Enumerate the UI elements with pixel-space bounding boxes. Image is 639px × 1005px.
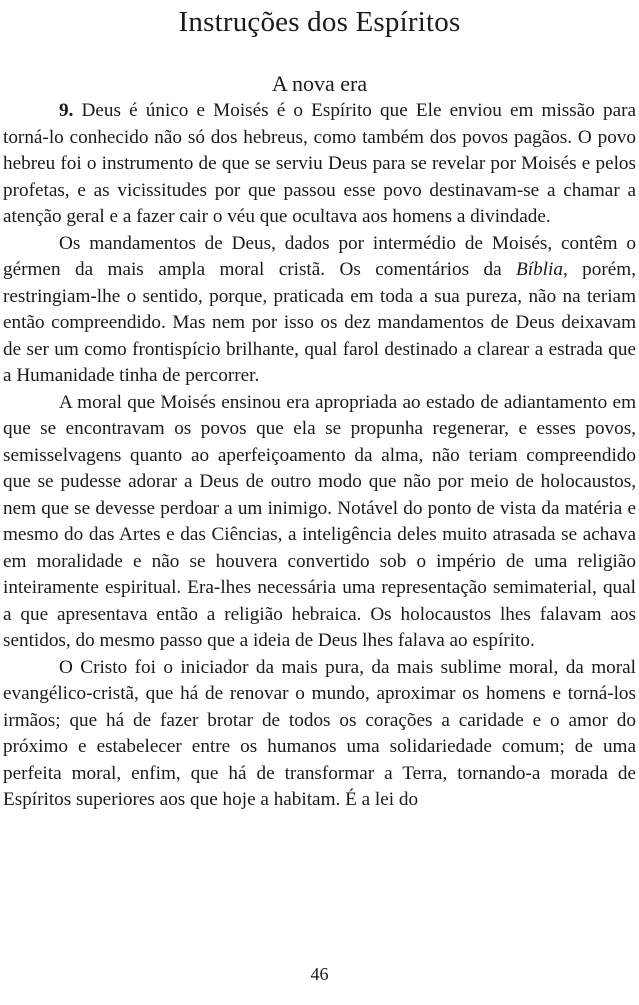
paragraph-1	[3, 98, 636, 231]
paragraph-1-text: Deus é único e Moisés é o Espírito que Ele enviou em missão para torná-lo conhecido não só dos hebreus, como também dos povos pagãos. O povo hebreu foi o instrumento de que se serviu Deus para se revelar por Moisés e pelos profetas, e as vicissitudes por que passou esse povo destinavam-se a chamar a atenção geral e a fazer cair o véu que ocultava aos homens a divindade.	[3, 100, 636, 227]
paragraph-number: 9.	[59, 100, 74, 121]
section-title: A nova era	[271, 71, 368, 96]
book-page	[3, 0, 636, 1005]
paragraph-3: A moral que Moisés ensinou era apropriada ao estado de adiantamento em que se encontravam os povos que ela se propunha regenerar, e esses povos, semisselvagens quanto ao aperfeiçoamento da alma, não teriam compreendido que se pudesse adorar a Deus de outro modo que não por meio de holocaustos, nem que se devesse perdoar a um inimigo. Notável do ponto de vista da matéria e mesmo do das Artes e das Ciências, a inteligência deles muito atrasada se achava em moralidade e não se houvera convertido sob o império de uma religião inteiramente espiritual. Era-lhes necessária uma representação semimaterial, qual a que apresentava então a religião hebraica. Os holocaustos lhes falavam aos sentidos, do mesmo passo que a ideia de Deus lhes falava ao espírito.	[3, 391, 636, 651]
body-text	[3, 98, 636, 814]
paragraph-4: O Cristo foi o iniciador da mais pura, da mais sublime moral, da moral evangélico-cristã, que há de renovar o mundo, aproximar os homens e torná-los irmãos; que há de fazer brotar de todos os corações a caridade e o amor do próximo e estabelecer entre os humanos uma solidariedade comum; de uma perfeita moral, enfim, que há de transformar a Terra, tornando-a morada de Espíritos superiores aos que hoje a habitam. É a lei do	[3, 656, 636, 810]
paragraph-2	[3, 231, 636, 390]
bible-reference: Bíblia	[516, 259, 563, 280]
page-number: 46	[310, 964, 329, 984]
chapter-title: Instruções dos Espíritos	[178, 6, 461, 38]
paragraph-2-text-after: , porém, restringiam-lhe o sentido, porque, praticada em toda a sua pureza, não na teriam então compreendido. Mas nem por isso os dez mandamentos de Deus deixavam de ser um como frontispício brilhante, qual farol destinado a clarear a estrada que a Humanidade tinha de percorrer.	[3, 259, 636, 386]
paragraph-2-text-before: Os mandamentos de Deus, dados por intermédio de Moisés, contêm o gérmen da mais ampla moral cristã. Os comentários da	[3, 232, 636, 280]
